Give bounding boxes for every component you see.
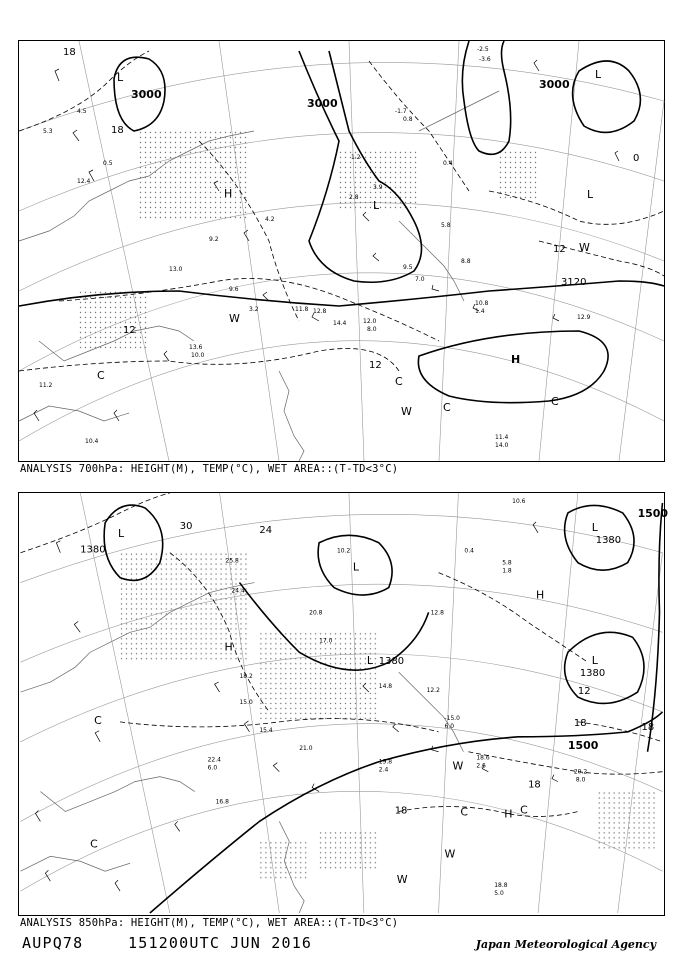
station-value: 18.6 [476,754,490,762]
low-center: L [366,654,373,668]
low-center: L [352,560,360,574]
warm-center: W [396,873,408,887]
station-value: 4.2 [265,216,275,223]
low-center: L [591,654,598,668]
station-value: 1.8 [502,567,512,575]
station-value: 7.0 [415,276,425,283]
station-value: 12.2 [426,687,440,695]
height-label: 1380 [378,656,405,668]
station-value: 20.8 [309,609,323,617]
high-center: H [224,187,233,200]
warm-center: W [444,847,456,861]
temp-label: 24 [259,524,273,536]
high-center: H [536,588,545,602]
station-value: 14.4 [333,320,347,327]
station-value: 22.4 [207,756,221,764]
cold-center: C [94,713,102,727]
station-value: 0.5 [103,160,113,167]
station-value: -15.0 [444,714,460,722]
map-panel-850hpa [18,492,669,916]
agency-name: Japan Meteorological Agency [475,938,656,951]
station-value: 11.8 [295,306,309,313]
temp-label: 12 [577,686,591,698]
station-value: 10.0 [191,352,205,359]
coastline [19,91,499,461]
station-value: 24.4 [231,587,245,595]
station-value: 5.8 [441,222,451,229]
station-value: 0.4 [464,547,474,555]
station-value: 5.3 [43,128,53,135]
temp-label: 30 [179,520,193,532]
map-700hpa [19,41,664,461]
station-value: -1.7 [395,108,407,115]
station-value: 12.8 [313,308,327,315]
temp-label: 18 [63,47,76,58]
warm-center: W [401,405,412,418]
cold-center: C [97,369,105,382]
temp-label: 0 [633,153,640,164]
station-value: 11.2 [39,382,53,389]
station-value: 10.6 [512,497,526,505]
height-label: 3120 [561,277,587,288]
station-value: 21.0 [299,744,313,752]
station-value: -3.6 [479,56,491,63]
station-value: 10.2 [337,547,351,555]
warm-center: W [229,312,240,325]
temp-label: 12 [369,360,382,371]
station-value: 25.8 [225,557,239,565]
station-value: 18.8 [494,882,508,890]
station-value: 12.9 [577,314,591,321]
station-value: 12.8 [430,609,444,617]
map-panel-700hpa [18,40,665,462]
temp-label: 18 [111,125,124,136]
station-value: 13.6 [189,344,203,351]
temp-label: 18 [573,717,587,729]
cold-center: C [443,401,451,414]
station-value: 0.8 [403,116,413,123]
station-value: 2.8 [349,194,359,201]
station-value: 6.0 [444,722,455,730]
station-value: 12.4 [77,178,91,185]
height-label: 1500 [637,506,669,520]
station-value: 16.8 [215,798,229,806]
station-value: -2.5 [477,46,489,53]
height-label: 1380 [80,544,106,556]
high-center: H [504,807,513,821]
temp-label: 18 [528,779,541,791]
station-value: 0.4 [443,160,453,167]
high-center: H [511,353,521,366]
station-value: 2.4 [378,766,389,774]
low-center: L [117,71,124,84]
low-center: L [587,188,594,201]
cold-center: C [520,803,528,817]
height-label: 1500 [567,738,599,752]
height-label: 1380 [595,534,622,546]
station-value: 10.4 [85,438,99,445]
station-value: 11.4 [495,434,509,441]
station-value: 1.4 [475,308,485,315]
station-value: 8.0 [367,326,377,333]
height-label: 1380 [579,668,606,680]
station-value: 17.0 [319,637,333,645]
station-value: 10.8 [475,300,489,307]
temp-label: 18 [641,721,655,733]
height-label: 3000 [307,97,338,110]
station-value: 9.6 [229,286,239,293]
cold-center: C [90,837,98,851]
low-center: L [595,68,602,81]
panel-700-caption: ANALYSIS 700hPa: HEIGHT(M), TEMP(°C), WET AREA::(T-TD<3°C) [20,463,399,475]
station-value: 15.4 [259,726,273,734]
high-center: H [224,640,233,654]
station-value: 1.2 [351,154,361,161]
station-value: 2.6 [476,762,486,770]
temp-label: 12 [123,325,136,336]
temp-label: 12 [553,244,566,255]
station-value: 19.8 [378,758,393,766]
station-value: 18.2 [239,673,253,681]
station-value: 5.8 [502,559,512,567]
chart-datetime: 151200UTC JUN 2016 [128,934,313,952]
map-850hpa [19,493,669,913]
low-center: L [118,526,125,540]
station-value: 12.0 [363,318,377,325]
cold-center: C [460,805,469,819]
station-value: 15.0 [239,698,253,706]
height-label: 3000 [131,88,162,101]
warm-center: W [452,759,464,773]
height-label: 3000 [539,78,570,91]
temp-label: 18 [394,805,408,817]
station-value: 14.0 [495,442,509,449]
cold-center: C [551,395,559,408]
station-value: 9.5 [403,264,413,271]
station-value: 6.0 [207,764,218,772]
station-value: 8.8 [461,258,471,265]
station-value: 3.9 [373,184,383,191]
station-value: 9.2 [209,236,219,243]
station-value: 4.5 [77,108,87,115]
station-value: 13.0 [169,266,183,273]
low-center: L [591,520,598,534]
panel-850-caption: ANALYSIS 850hPa: HEIGHT(M), TEMP(°C), WET AREA::(T-TD<3°C) [20,917,399,929]
station-value: 20.2 [573,768,588,776]
station-value: 14.8 [378,683,393,691]
cold-center: C [395,375,403,388]
warm-center: W [579,241,590,254]
chart-code: AUPQ78 [22,934,84,952]
station-value: 8.0 [575,776,586,784]
low-center: L [373,199,380,212]
station-value: 5.0 [494,890,504,898]
station-value: 3.2 [249,306,259,313]
